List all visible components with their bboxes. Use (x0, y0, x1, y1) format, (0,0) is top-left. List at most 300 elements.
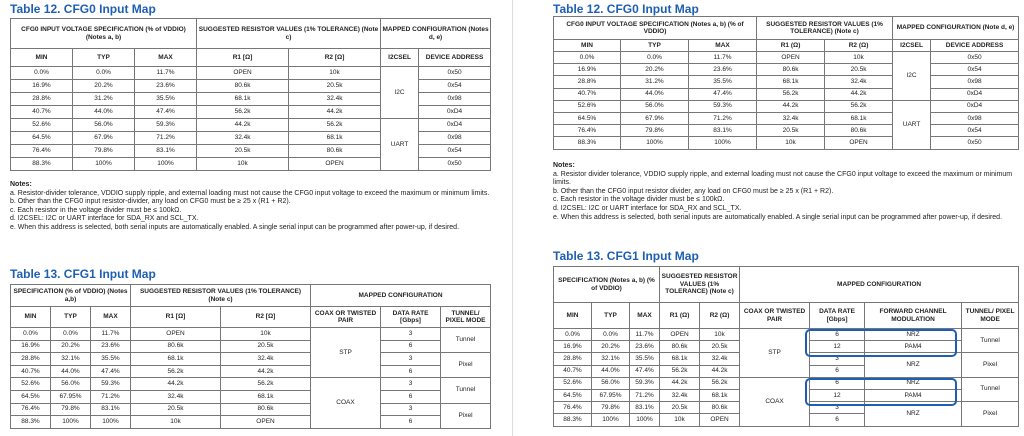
min-cell: 40.7% (554, 365, 592, 377)
min-cell: 16.9% (554, 341, 592, 353)
cfg1-title: Table 13. CFG1 Input Map (553, 249, 699, 263)
r2-cell: 80.6k (221, 403, 311, 416)
typ-cell: 100% (592, 414, 630, 426)
min-cell: 0.0% (11, 328, 51, 341)
i2c-cell: I2C (381, 67, 419, 119)
r1-cell: OPEN (131, 328, 221, 341)
table-row (11, 119, 491, 132)
table-row (11, 390, 491, 403)
device-address-cell: 0xD4 (419, 119, 491, 132)
typ-cell: 67.9% (621, 112, 689, 124)
max-cell: 47.4% (135, 106, 197, 119)
table-row (11, 93, 491, 106)
r2-cell: 68.1k (700, 389, 740, 401)
max-cell: 71.2% (135, 132, 197, 145)
typ-cell: 44.0% (621, 88, 689, 100)
r1-cell: 10k (197, 158, 289, 171)
note-d: d. I2CSEL: I2C or UART interface for SDA_RX and SCL_TX. (10, 215, 199, 223)
col-max: MAX (630, 303, 660, 329)
min-cell: 88.3% (11, 416, 51, 429)
stp-cell: STP (311, 328, 381, 378)
modulation-cell: NRZ (865, 377, 962, 389)
r1-cell: 80.6k (757, 64, 825, 76)
left-panel (0, 0, 505, 436)
min-cell: 64.5% (11, 390, 51, 403)
col-r2: R2 (Ω) (700, 303, 740, 329)
cfg0-resistor-header: SUGGESTED RESISTOR VALUES (1% TOLERANCE) (Note c) (757, 17, 893, 40)
r2-cell: 20.5k (221, 340, 311, 353)
notes-left (10, 181, 490, 233)
table-row (11, 328, 491, 341)
min-cell: 76.4% (11, 403, 51, 416)
typ-cell: 67.95% (592, 389, 630, 401)
table-row (11, 340, 491, 353)
col-tunnel: TUNNEL/ PIXEL MODE (441, 307, 491, 328)
max-cell: 23.6% (135, 80, 197, 93)
r1-cell: 68.1k (757, 76, 825, 88)
cfg0-table (553, 16, 1019, 150)
min-cell: 28.8% (554, 76, 621, 88)
min-cell: 28.8% (11, 353, 51, 366)
table-row (11, 106, 491, 119)
data-rate-cell: 6 (810, 329, 865, 341)
max-cell: 47.4% (91, 365, 131, 378)
typ-cell: 32.1% (51, 353, 91, 366)
coax-cell: COAX (740, 377, 810, 426)
note-a: a. Resistor-divider tolerance, VDDIO supply ripple, and external loading must not cause the CFG0 input voltage to exceed the maximum or minimum limits. (10, 189, 490, 197)
uart-cell: UART (381, 119, 419, 171)
cfg1-mapped-header: MAPPED CONFIGURATION (311, 285, 491, 307)
typ-cell: 56.0% (51, 378, 91, 391)
min-cell: 76.4% (554, 125, 621, 137)
device-address-cell: 0x54 (419, 80, 491, 93)
data-rate-cell: 3 (381, 378, 441, 391)
r1-cell: 68.1k (131, 353, 221, 366)
tunnel-cell: Tunnel (441, 328, 491, 353)
pixel-cell: Pixel (441, 403, 491, 428)
typ-cell: 67.95% (51, 390, 91, 403)
highlight-box-coax (805, 378, 957, 406)
r2-cell: 68.1k (289, 132, 381, 145)
table-row (11, 67, 491, 80)
data-rate-cell: 12 (810, 389, 865, 401)
modulation-cell: PAM4 (865, 341, 962, 353)
device-address-cell: 0x50 (931, 137, 1019, 149)
r1-cell: 20.5k (660, 402, 700, 414)
typ-cell: 79.8% (51, 403, 91, 416)
min-cell: 0.0% (11, 67, 73, 80)
device-address-cell: 0xD4 (931, 88, 1019, 100)
typ-cell: 79.8% (592, 402, 630, 414)
typ-cell: 44.0% (73, 106, 135, 119)
table-row (554, 76, 1019, 88)
data-rate-cell: 3 (381, 403, 441, 416)
r1-cell: 20.5k (131, 403, 221, 416)
max-cell: 100% (91, 416, 131, 429)
typ-cell: 32.1% (592, 353, 630, 365)
min-cell: 88.3% (554, 137, 621, 149)
r2-cell: 10k (700, 329, 740, 341)
data-rate-cell: 6 (381, 365, 441, 378)
r2-cell: 56.2k (221, 378, 311, 391)
col-r1: R1 [Ω] (197, 49, 289, 67)
r1-cell: 68.1k (660, 353, 700, 365)
max-cell: 83.1% (135, 145, 197, 158)
max-cell: 11.7% (630, 329, 660, 341)
min-cell: 40.7% (11, 106, 73, 119)
note-a: a. Resistor divider tolerance, VDDIO supply ripple, and external loading must not cause the CFG0 input voltage to exceed the maximum or minimum limits. (553, 170, 1013, 187)
typ-cell: 44.0% (592, 365, 630, 377)
cfg0-title: Table 12. CFG0 Input Map (553, 2, 699, 16)
typ-cell: 56.0% (73, 119, 135, 132)
r1-cell: 10k (131, 416, 221, 429)
r1-cell: OPEN (197, 67, 289, 80)
typ-cell: 44.0% (51, 365, 91, 378)
col-max: MAX (91, 307, 131, 328)
typ-cell: 0.0% (73, 67, 135, 80)
max-cell: 59.3% (630, 377, 660, 389)
note-e: e. When this address is selected, both serial inputs are automatically enabled. A single serial input can be programmed after power-up, if desired. (553, 213, 1003, 221)
col-rate: DATA RATE [Gbps] (381, 307, 441, 328)
max-cell: 35.5% (689, 76, 757, 88)
typ-cell: 0.0% (592, 329, 630, 341)
cfg0-mapped-header: MAPPED CONFIGURATION (Notes d, e) (381, 19, 491, 49)
r1-cell: 32.4k (197, 132, 289, 145)
r2-cell: 10k (221, 328, 311, 341)
r1-cell: 56.2k (660, 365, 700, 377)
col-tunnel: TUNNEL/ PIXEL MODE (962, 303, 1019, 329)
table-row (11, 378, 491, 391)
stp-cell: STP (740, 329, 810, 378)
typ-cell: 79.8% (73, 145, 135, 158)
r1-cell: 68.1k (197, 93, 289, 106)
typ-cell: 31.2% (621, 76, 689, 88)
typ-cell: 0.0% (621, 52, 689, 64)
note-c: c. Each resistor in the voltage divider must be ≤ 100kΩ. (10, 206, 182, 214)
typ-cell: 0.0% (51, 328, 91, 341)
typ-cell: 100% (51, 416, 91, 429)
cfg0-table (10, 18, 491, 171)
cfg1-mapped-header: MAPPED CONFIGURATION (740, 267, 1019, 303)
notes-right (553, 162, 1018, 222)
note-d: d. I2CSEL: I2C or UART interface for SDA_RX and SCL_TX. (553, 204, 742, 212)
col-device-address: DEVICE ADDRESS (931, 40, 1019, 52)
min-cell: 0.0% (554, 329, 592, 341)
table-row (11, 158, 491, 171)
device-address-cell: 0x50 (931, 52, 1019, 64)
col-typ: TYP (621, 40, 689, 52)
min-cell: 52.6% (554, 100, 621, 112)
table-row (11, 365, 491, 378)
r1-cell: 80.6k (660, 341, 700, 353)
r1-cell: 44.2k (131, 378, 221, 391)
r2-cell: 20.5k (825, 64, 893, 76)
col-typ: TYP (73, 49, 135, 67)
data-rate-cell: 3 (810, 402, 865, 414)
col-i2csel: I2CSEL (893, 40, 931, 52)
col-r1: R1 (Ω) (660, 303, 700, 329)
col-r2: R2 [Ω] (221, 307, 311, 328)
typ-cell: 79.8% (621, 125, 689, 137)
r2-cell: 32.4k (221, 353, 311, 366)
typ-cell: 67.9% (73, 132, 135, 145)
min-cell: 52.6% (554, 377, 592, 389)
r2-cell: 44.2k (700, 365, 740, 377)
col-min: MIN (11, 49, 73, 67)
r1-cell: 32.4k (660, 389, 700, 401)
max-cell: 23.6% (689, 64, 757, 76)
r1-cell: 10k (660, 414, 700, 426)
device-address-cell: 0xD4 (931, 100, 1019, 112)
max-cell: 100% (135, 158, 197, 171)
table-row (554, 100, 1019, 112)
max-cell: 23.6% (630, 341, 660, 353)
note-b: b. Other than the CFG0 input resistor-divider, any load on CFG0 must be ≥ 25 x (R1 + R2). (10, 198, 291, 206)
min-cell: 16.9% (11, 340, 51, 353)
r2-cell: 32.4k (700, 353, 740, 365)
r2-cell: OPEN (221, 416, 311, 429)
cfg1-spec-header: SPECIFICATION (Notes a, b) (% of VDDIO) (554, 267, 660, 303)
typ-cell: 20.2% (73, 80, 135, 93)
device-address-cell: 0x50 (419, 158, 491, 171)
min-cell: 28.8% (11, 93, 73, 106)
highlight-box-stp (805, 329, 957, 357)
max-cell: 59.3% (91, 378, 131, 391)
notes-heading: Notes: (553, 162, 575, 169)
r2-cell: 80.6k (289, 145, 381, 158)
min-cell: 76.4% (554, 402, 592, 414)
r2-cell: 68.1k (221, 390, 311, 403)
data-rate-cell: 6 (381, 416, 441, 429)
i2c-cell: I2C (893, 52, 931, 101)
max-cell: 100% (630, 414, 660, 426)
min-cell: 64.5% (554, 389, 592, 401)
data-rate-cell: 6 (381, 340, 441, 353)
coax-cell: COAX (311, 378, 381, 428)
min-cell: 52.6% (11, 119, 73, 132)
typ-cell: 20.2% (51, 340, 91, 353)
col-i2csel: I2CSEL (381, 49, 419, 67)
device-address-cell: 0x98 (931, 112, 1019, 124)
max-cell: 71.2% (689, 112, 757, 124)
device-address-cell: 0x54 (419, 145, 491, 158)
typ-cell: 56.0% (592, 377, 630, 389)
col-coax: COAX OR TWISTED PAIR (311, 307, 381, 328)
device-address-cell: 0x98 (931, 76, 1019, 88)
col-min: MIN (554, 40, 621, 52)
max-cell: 47.4% (689, 88, 757, 100)
typ-cell: 100% (73, 158, 135, 171)
r2-cell: 56.2k (825, 100, 893, 112)
r2-cell: 20.5k (289, 80, 381, 93)
r1-cell: 56.2k (757, 88, 825, 100)
r2-cell: OPEN (289, 158, 381, 171)
r2-cell: 44.2k (289, 106, 381, 119)
col-min: MIN (11, 307, 51, 328)
modulation-cell: NRZ (865, 402, 962, 426)
max-cell: 35.5% (135, 93, 197, 106)
min-cell: 88.3% (11, 158, 73, 171)
max-cell: 35.5% (630, 353, 660, 365)
max-cell: 83.1% (689, 125, 757, 137)
col-typ: TYP (51, 307, 91, 328)
notes-heading: Notes: (10, 181, 32, 188)
max-cell: 11.7% (135, 67, 197, 80)
min-cell: 40.7% (554, 88, 621, 100)
r1-cell: 44.2k (757, 100, 825, 112)
r2-cell: 32.4k (289, 93, 381, 106)
data-rate-cell: 6 (810, 377, 865, 389)
device-address-cell: 0x98 (419, 132, 491, 145)
min-cell: 40.7% (11, 365, 51, 378)
data-rate-cell: 6 (381, 390, 441, 403)
table-row (11, 145, 491, 158)
uart-cell: UART (893, 100, 931, 149)
max-cell: 59.3% (689, 100, 757, 112)
col-coax: COAX OR TWISTED PAIR (740, 303, 810, 329)
cfg0-spec-header: CFG0 INPUT VOLTAGE SPECIFICATION (% of VDDIO) (Notes a, b) (11, 19, 197, 49)
device-address-cell: 0x54 (931, 125, 1019, 137)
modulation-cell: NRZ (865, 329, 962, 341)
table-row (554, 88, 1019, 100)
max-cell: 71.2% (630, 389, 660, 401)
col-max: MAX (689, 40, 757, 52)
r2-cell: 56.2k (289, 119, 381, 132)
r1-cell: 20.5k (197, 145, 289, 158)
r1-cell: 20.5k (757, 125, 825, 137)
device-address-cell: 0x50 (419, 67, 491, 80)
table-row (554, 112, 1019, 124)
right-panel (512, 0, 1024, 436)
cfg1-resistor-header: SUGGESTED RESISTOR VALUES (1% TOLERANCE) (Note c) (131, 285, 311, 307)
col-r2: R2 (Ω) (825, 40, 893, 52)
cfg1-table (10, 284, 491, 429)
r1-cell: 10k (757, 137, 825, 149)
table-row (554, 52, 1019, 64)
table-row (11, 80, 491, 93)
max-cell: 71.2% (91, 390, 131, 403)
table-row (11, 132, 491, 145)
max-cell: 47.4% (630, 365, 660, 377)
min-cell: 28.8% (554, 353, 592, 365)
r1-cell: 80.6k (131, 340, 221, 353)
table-row (11, 416, 491, 429)
typ-cell: 20.2% (621, 64, 689, 76)
device-address-cell: 0xD4 (419, 106, 491, 119)
col-r1: R1 (Ω) (757, 40, 825, 52)
col-max: MAX (135, 49, 197, 67)
max-cell: 83.1% (91, 403, 131, 416)
cfg1-resistor-header: SUGGESTED RESISTOR VALUES (1% TOLERANCE) (Note c) (660, 267, 740, 303)
col-rate: DATA RATE [Gbps] (810, 303, 865, 329)
note-c: c. Each resistor in the voltage divider must be ≤ 100kΩ. (553, 196, 725, 204)
col-r2: R2 [Ω] (289, 49, 381, 67)
r2-cell: 44.2k (221, 365, 311, 378)
r2-cell: 80.6k (825, 125, 893, 137)
cfg0-spec-header: CFG0 INPUT VOLTAGE SPECIFICATION (Notes a, b) (% of VDDIO) (554, 17, 757, 40)
r2-cell: 10k (289, 67, 381, 80)
max-cell: 59.3% (135, 119, 197, 132)
table-row (554, 64, 1019, 76)
min-cell: 16.9% (11, 80, 73, 93)
max-cell: 11.7% (91, 328, 131, 341)
table-row (554, 125, 1019, 137)
min-cell: 16.9% (554, 64, 621, 76)
data-rate-cell: 6 (810, 414, 865, 426)
device-address-cell: 0x98 (419, 93, 491, 106)
table-row (554, 137, 1019, 149)
max-cell: 83.1% (630, 402, 660, 414)
data-rate-cell: 3 (381, 353, 441, 366)
pixel-cell: Pixel (441, 353, 491, 378)
note-e: e. When this address is selected, both serial inputs are automatically enabled. A single serial input can be programmed after power-up, if desired. (10, 223, 460, 231)
r2-cell: 80.6k (700, 402, 740, 414)
table-row (11, 353, 491, 366)
min-cell: 52.6% (11, 378, 51, 391)
max-cell: 100% (689, 137, 757, 149)
r2-cell: 56.2k (700, 377, 740, 389)
device-address-cell: 0x54 (931, 64, 1019, 76)
r1-cell: 32.4k (757, 112, 825, 124)
data-rate-cell: 12 (810, 341, 865, 353)
min-cell: 64.5% (11, 132, 73, 145)
r1-cell: 56.2k (197, 106, 289, 119)
col-device-address: DEVICE ADDRESS (419, 49, 491, 67)
min-cell: 76.4% (11, 145, 73, 158)
r1-cell: 56.2k (131, 365, 221, 378)
tunnel-cell: Tunnel (441, 378, 491, 403)
cfg0-mapped-header: MAPPED CONFIGURATION (Note d, e) (893, 17, 1019, 40)
cfg0-resistor-header: SUGGESTED RESISTOR VALUES (1% TOLERANCE) (Note c) (197, 19, 381, 49)
r2-cell: OPEN (825, 137, 893, 149)
typ-cell: 20.2% (592, 341, 630, 353)
cfg1-spec-header: SPECIFICATION (% of VDDIO) (Notes a,b) (11, 285, 131, 307)
typ-cell: 100% (621, 137, 689, 149)
col-forward-modulation: FORWARD CHANNEL MODULATION (865, 303, 962, 329)
r2-cell: 68.1k (825, 112, 893, 124)
pixel-cell: Pixel (962, 353, 1019, 377)
r2-cell: OPEN (700, 414, 740, 426)
r2-cell: 20.5k (700, 341, 740, 353)
modulation-cell: NRZ (865, 353, 962, 377)
r1-cell: 44.2k (660, 377, 700, 389)
r1-cell: OPEN (757, 52, 825, 64)
r2-cell: 32.4k (825, 76, 893, 88)
r1-cell: OPEN (660, 329, 700, 341)
typ-cell: 31.2% (73, 93, 135, 106)
col-typ: TYP (592, 303, 630, 329)
r2-cell: 10k (825, 52, 893, 64)
min-cell: 0.0% (554, 52, 621, 64)
r1-cell: 32.4k (131, 390, 221, 403)
table-row (11, 403, 491, 416)
note-b: b. Other than the CFG0 input resistor divider, any load on CFG0 must be ≥ 25 x (R1 + R2). (553, 187, 834, 195)
max-cell: 35.5% (91, 353, 131, 366)
cfg1-title: Table 13. CFG1 Input Map (10, 267, 156, 281)
r1-cell: 44.2k (197, 119, 289, 132)
cfg0-title: Table 12. CFG0 Input Map (10, 2, 156, 16)
typ-cell: 56.0% (621, 100, 689, 112)
col-r1: R1 [Ω] (131, 307, 221, 328)
r2-cell: 44.2k (825, 88, 893, 100)
data-rate-cell: 6 (810, 365, 865, 377)
min-cell: 64.5% (554, 112, 621, 124)
data-rate-cell: 3 (810, 353, 865, 365)
max-cell: 23.6% (91, 340, 131, 353)
tunnel-cell: Tunnel (962, 377, 1019, 401)
r1-cell: 80.6k (197, 80, 289, 93)
modulation-cell: PAM4 (865, 389, 962, 401)
